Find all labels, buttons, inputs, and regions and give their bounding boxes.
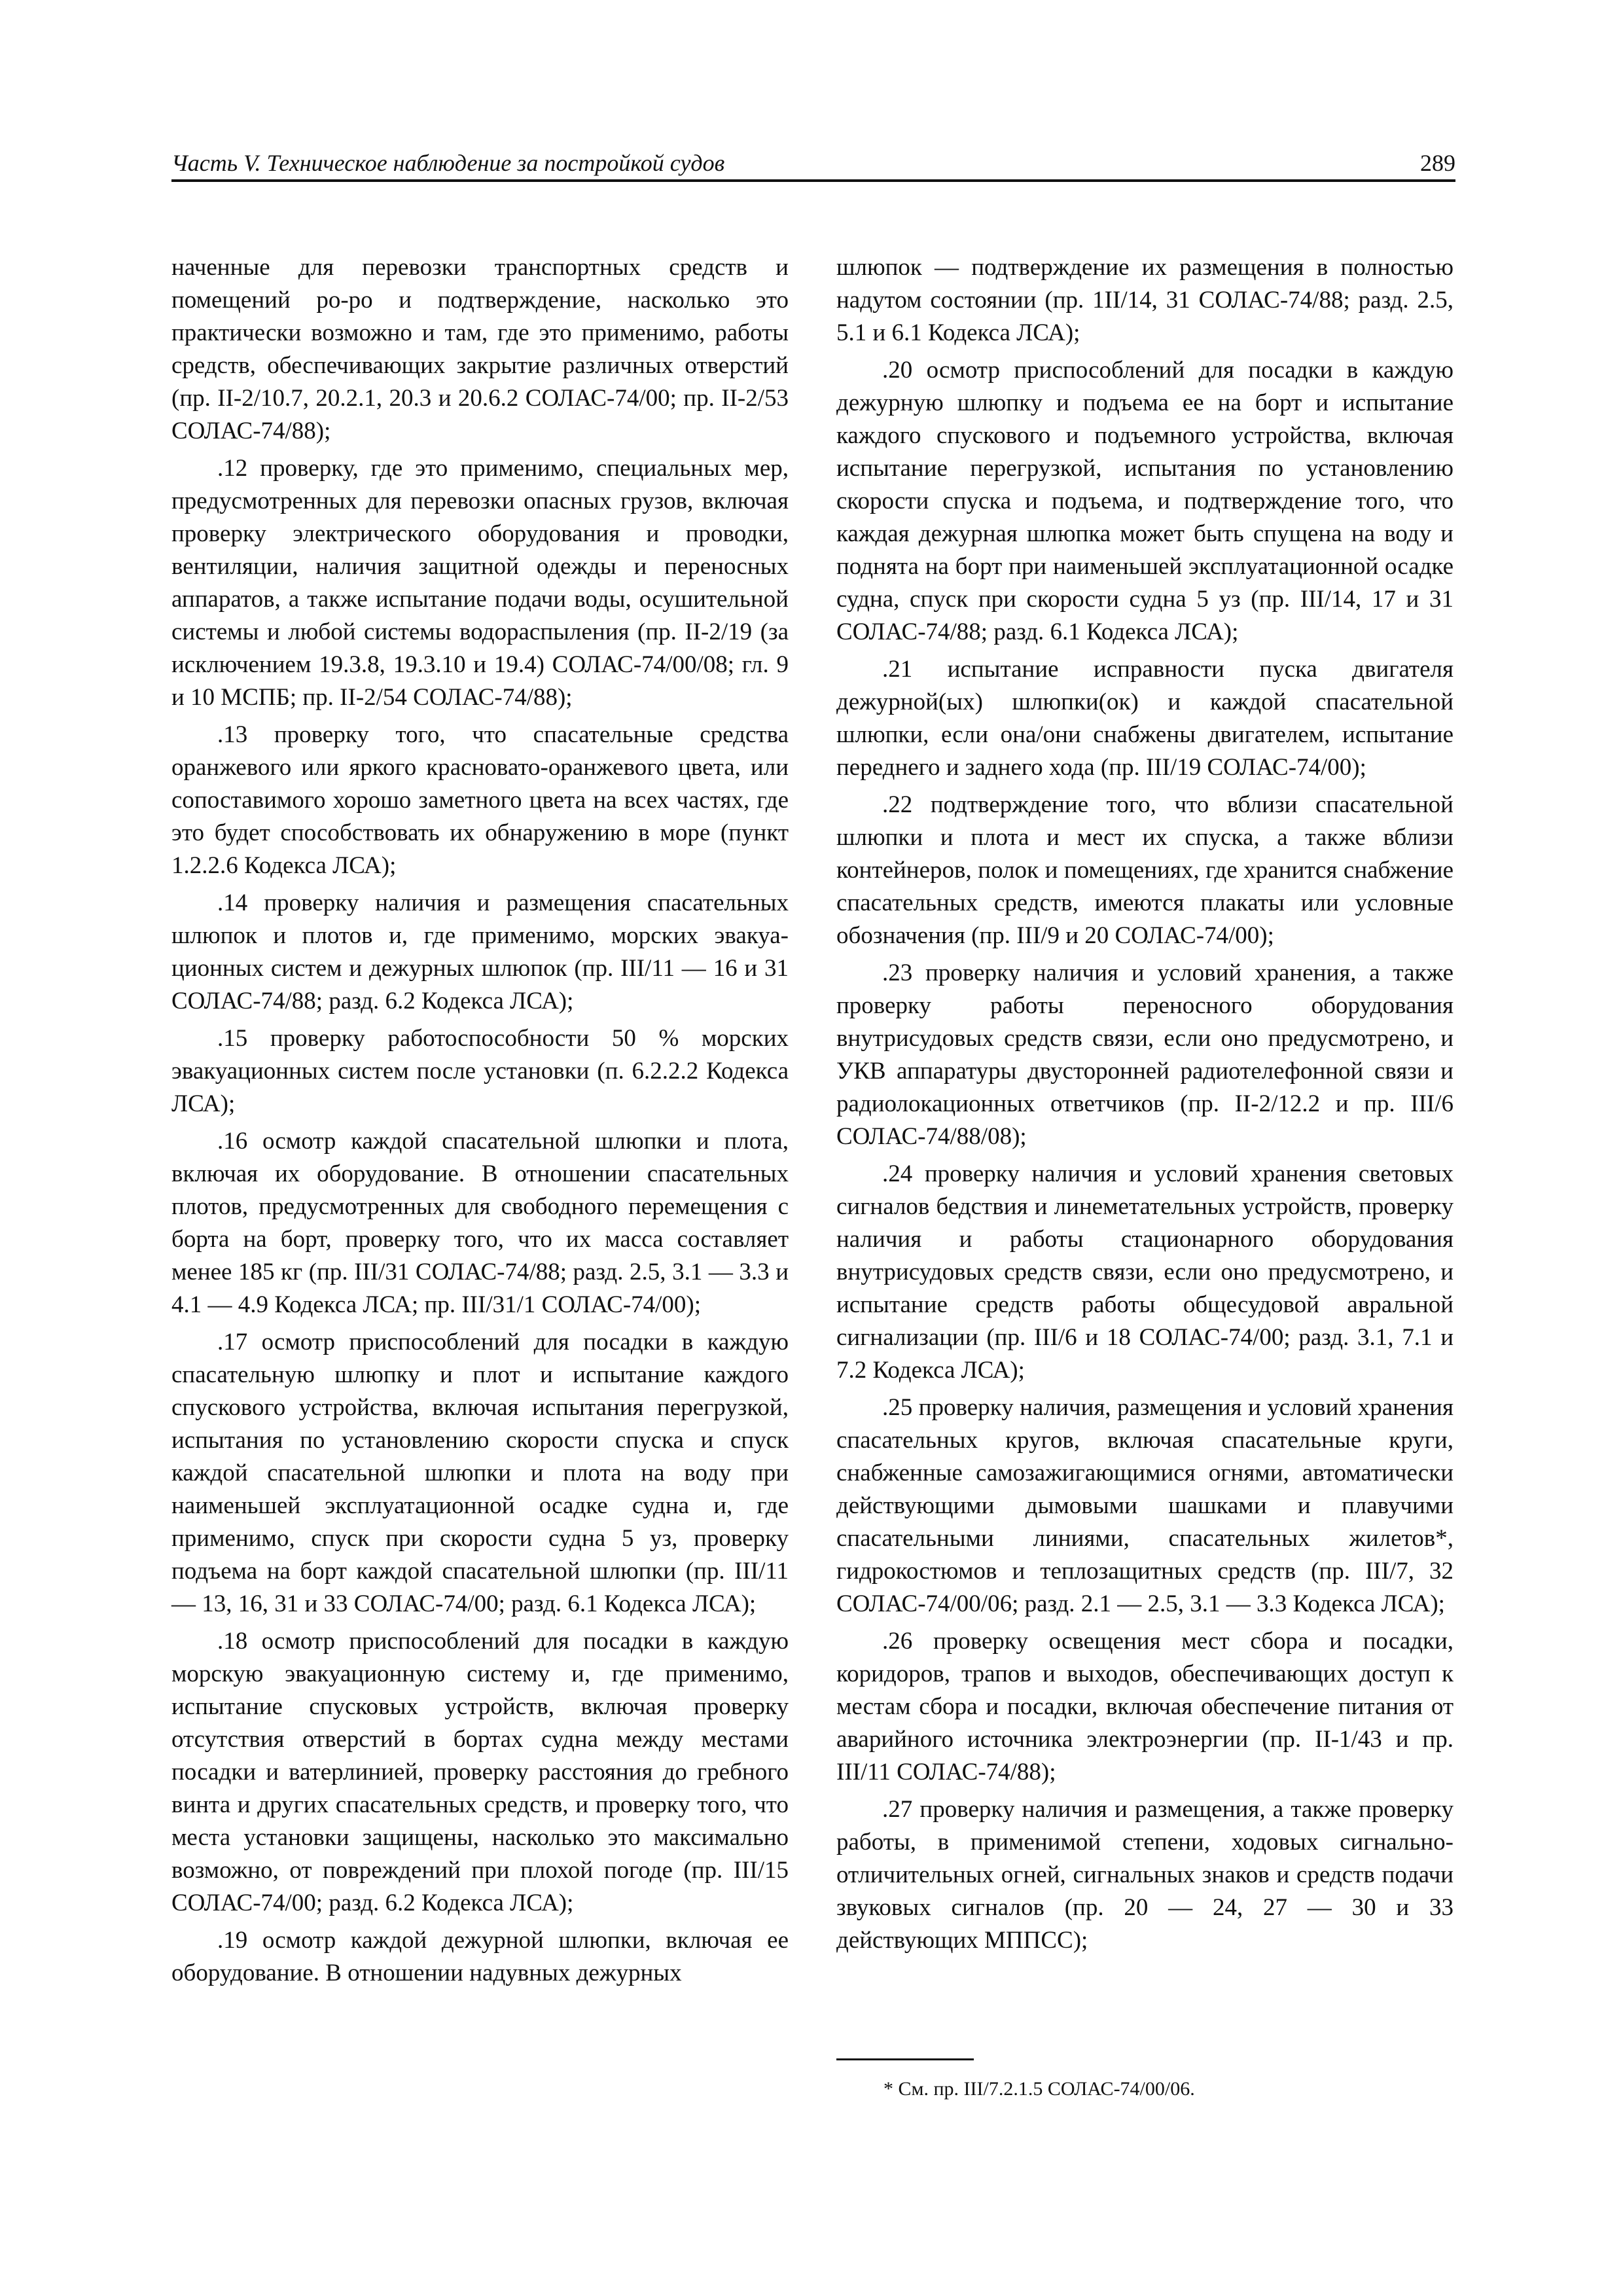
paragraph: .27 проверку наличия и размещения, а также проверку работы, в применимой степени, ходовых сигнально-отличительных огней, сигнальных знаков и средств подачи звуковых сигналов (пр. 20 — 24, 27 — 30 и 33 действующих МППСС); [836, 1796, 1454, 1954]
paragraph: .24 проверку наличия и условий хранения световых сигналов бедствия и линеметательных устройств, проверку наличия и работы стационарного оборудования внутрисудовых средств связи, если оно предусмотрено, и испытание средств работы общесудовой авральной сигнализации (пр. III/6 и 18 СОЛАС-74/00; разд. 3.1, 7.1 и 7.2 Кодекса ЛСА); [836, 1160, 1454, 1384]
paragraph: .12 проверку, где это применимо, специальных мер, предусмотренных для перевозки опасных грузов, включая проверку электрического оборудования и проводки, вентиляции, наличия защитной одежды и переносных аппаратов, а также испытание подачи воды, осушительной системы и любой системы водораспыления (пр. II-2/19 (за исключением 19.3.8, 19.3.10 и 19.4) СОЛАС-74/00/08; гл. 9 и 10 МСПБ; пр. II-2/54 СОЛАС-74/88); [171, 455, 789, 711]
paragraph: шлюпок — подтверждение их размещения в полностью надутом состоянии (пр. 1II/14, 31 СОЛАС-74/88; разд. 2.5, 5.1 и 6.1 Кодекса ЛСА); [836, 254, 1454, 346]
paragraph: .26 проверку освещения мест сбора и посадки, коридоров, трапов и выходов, обеспечивающих доступ к местам сбора и посадки, включая обеспечение питания от аварийного источника электроэнергии (пр. II-1/43 и пр. III/11 СОЛАС-74/88); [836, 1628, 1454, 1785]
paragraph: .14 проверку наличия и размещения спасательных шлюпок и плотов и, где применимо, морских эвакуационных систем и дежурных шлюпок (пр. III/11 — 16 и 31 СОЛАС-74/88; разд. 6.2 Кодекса ЛСА); [171, 889, 789, 1014]
paragraph: .18 осмотр приспособлений для посадки в каждую морскую эвакуационную систему и, где применимо, испытание спусковых устройств, включая проверку отсутствия отверстий в бортах судна между местами посадки и ватерлинией, проверку расстояния до гребного винта и других спасательных средств, и проверку того, что места установки защищены, насколько это максимально возможно, от повреждений при плохой погоде (пр. III/15 СОЛАС-74/00; разд. 6.2 Кодекса ЛСА); [171, 1628, 789, 1916]
paragraph: .19 осмотр каждой дежурной шлюпки, включая ее оборудование. В отношении надувных дежурных [171, 1927, 789, 1986]
running-title: Часть V. Техническое наблюдение за постройкой судов [171, 150, 725, 176]
footnote: * См. пр. III/7.2.1.5 СОЛАС-74/00/06. [883, 2078, 1195, 2100]
footnote-divider [836, 2058, 974, 2060]
paragraph: .13 проверку того, что спасательные средства оранжевого или яркого красновато-оранжевого цвета, или сопоставимого хорошо заметного цвета на всех частях, где это будет способствовать их обнаружению в море (пункт 1.2.2.6 Кодекса ЛСА); [171, 721, 789, 879]
running-header [171, 145, 1455, 182]
left-column [171, 251, 789, 1994]
paragraph: .21 испытание исправности пуска двигателя дежурной(ых) шлюпки(ок) и каждой спасательной шлюпки, если она/они снабжены двигателем, испытание переднего и заднего хода (пр. III/19 СОЛАС-74/00); [836, 656, 1454, 781]
paragraph: .23 проверку наличия и условий хранения, а также проверку работы переносного оборудования внутрисудовых средств связи, если оно предусмотрено, и УКВ аппаратуры двусторонней радиотелефонной связи и радиолокационных ответчиков (пр. II-2/12.2 и пр. III/6 СОЛАС-74/88/08); [836, 960, 1454, 1150]
paragraph: .17 осмотр приспособлений для посадки в каждую спасательную шлюпку и плот и испытание каждого спускового устройства, включая испытания перегрузкой, испытания по установлению скорости спуска и спуск каждой спасательной шлюпки и плота на воду при наименьшей эксплуатационной осадке судна и, где применимо, спуск при скорости судна 5 уз, проверку подъема на борт каждой спасательной шлюпки (пр. III/11 — 13, 16, 31 и 33 СОЛАС-74/00; разд. 6.1 Кодекса ЛСА); [171, 1329, 789, 1617]
paragraph: .16 осмотр каждой спасательной шлюпки и плота, включая их оборудование. В отношении спасательных плотов, предусмотренных для свободного перемещения с борта на борт, проверку того, что их масса составляет менее 185 кг (пр. III/31 СОЛАС-74/88; разд. 2.5, 3.1 — 3.3 и 4.1 — 4.9 Кодекса ЛСА; пр. III/31/1 СОЛАС-74/00); [171, 1128, 789, 1318]
paragraph: .22 подтверждение того, что вблизи спасательной шлюпки и плота и мест их спуска, а также вблизи контейнеров, полок и помещениях, где хранится снабжение спасательных средств, имеются плакаты или условные обозначения (пр. III/9 и 20 СОЛАС-74/00); [836, 791, 1454, 949]
right-column [836, 251, 1454, 1962]
paragraph: наченные для перевозки транспортных средств и помещений ро-ро и подтверждение, насколько это практически возможно и там, где это применимо, работы средств, обеспечивающих закрытие различных отверстий (пр. II-2/10.7, 20.2.1, 20.3 и 20.6.2 СОЛАС-74/00; пр. II-2/53 СОЛАС-74/88); [171, 254, 789, 444]
paragraph: .15 проверку работоспособности 50 % морских эвакуационных систем после установки (п. 6.2.2.2 Кодекса ЛСА); [171, 1025, 789, 1117]
paragraph: .20 осмотр приспособлений для посадки в каждую дежурную шлюпку и подъема ее на борт и испытание каждого спускового и подъемного устройства, включая испытание перегрузкой, испытания по установлению скорости спуска и подъема, и подтверждение того, что каждая дежурная шлюпка может быть спущена на воду и поднята на борт при наименьшей эксплуатационной осадке судна, спуск при скорости судна 5 уз (пр. III/14, 17 и 31 СОЛАС-74/88; разд. 6.1 Кодекса ЛСА); [836, 357, 1454, 645]
paragraph: .25 проверку наличия, размещения и условий хранения спасательных кругов, включая спасательные круги, снабженные самозажигающимися огнями, автоматически действующими дымовыми шашками и плавучими спасательными линиями, спасательных жилетов*, гидрокостюмов и теплозащитных средств (пр. III/7, 32 СОЛАС-74/00/06; разд. 2.1 — 2.5, 3.1 — 3.3 Кодекса ЛСА); [836, 1394, 1454, 1617]
page-number: 289 [1420, 150, 1455, 176]
